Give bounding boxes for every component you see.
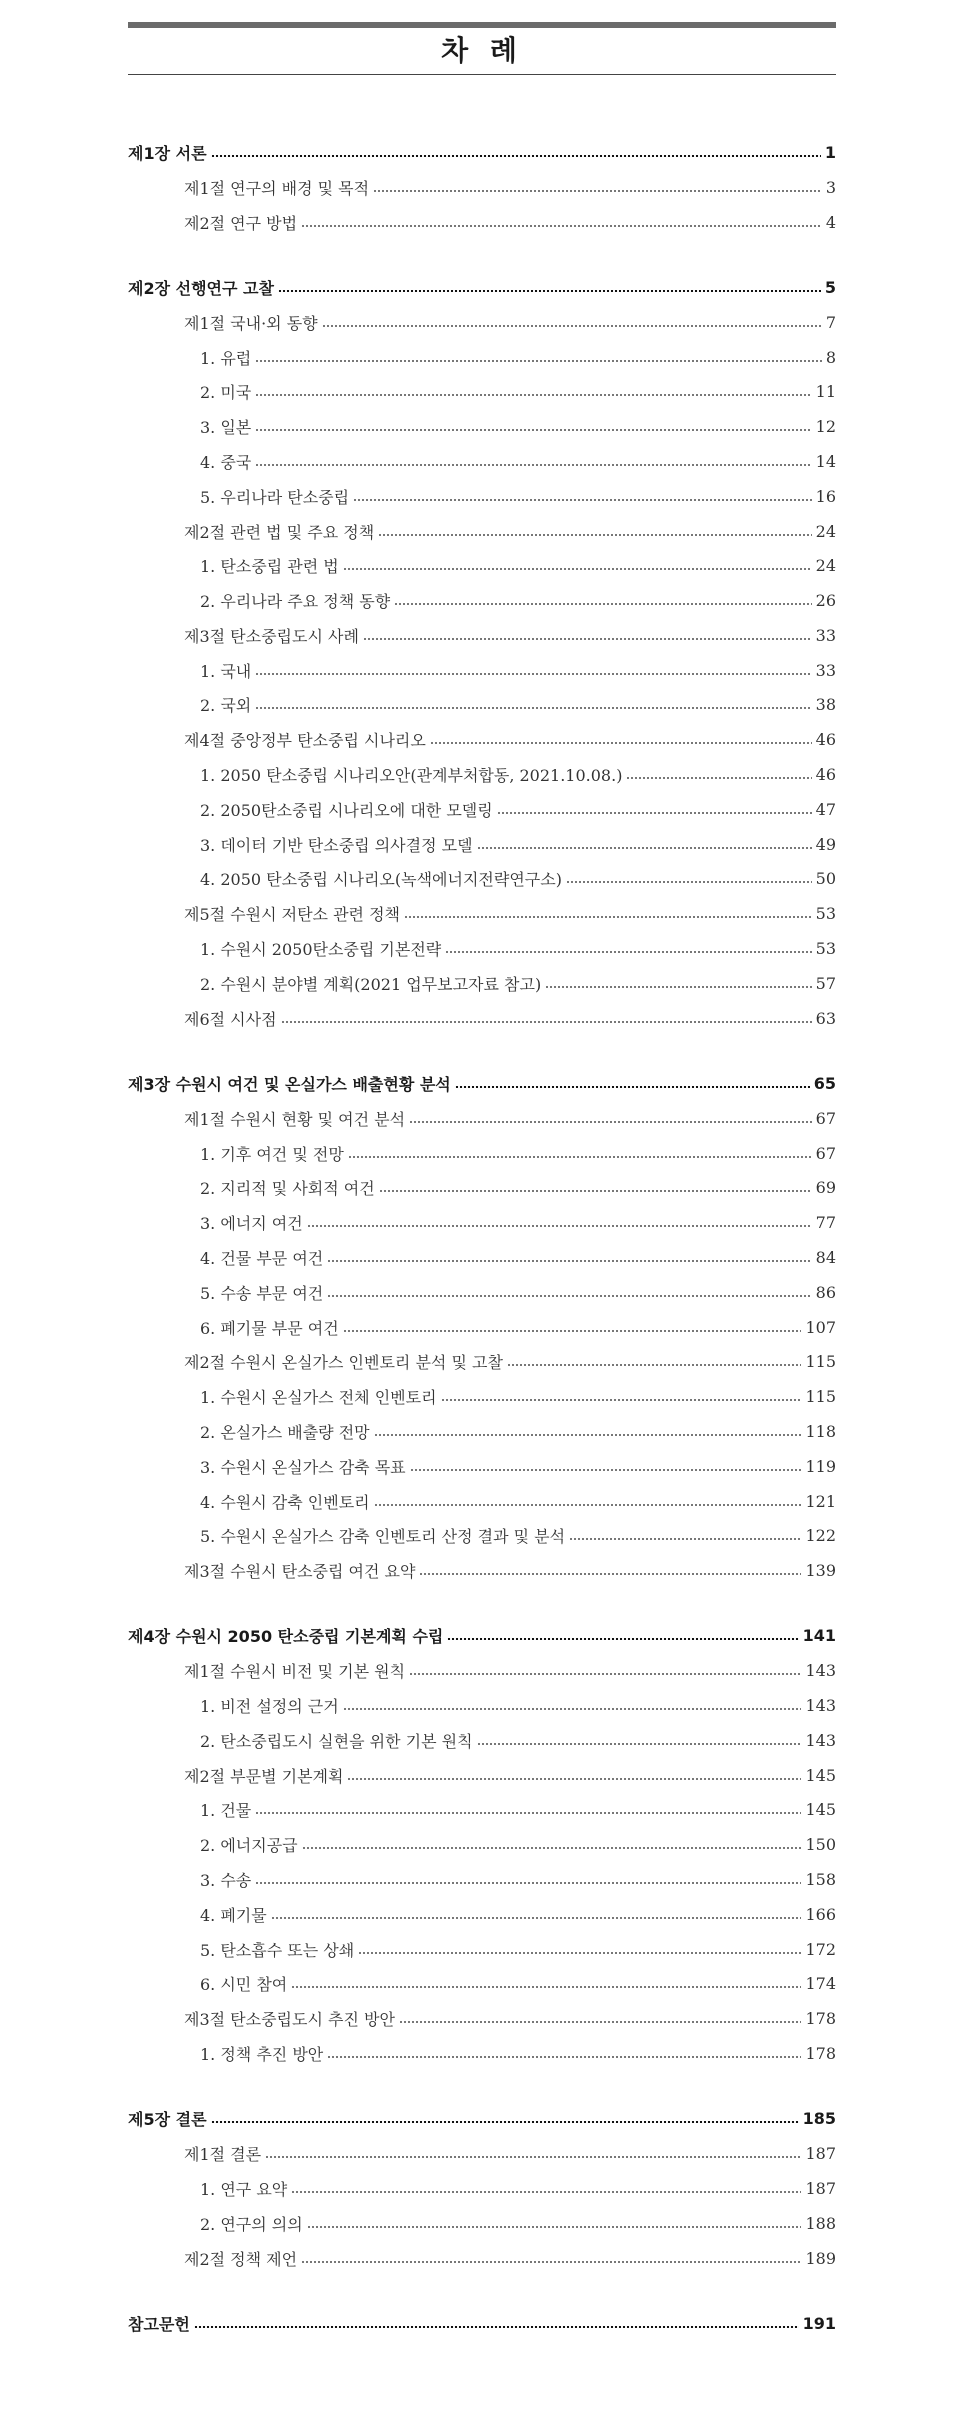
dot-leader	[374, 1434, 802, 1436]
toc-entry-page-number: 7	[825, 312, 836, 332]
toc-entry-page-number: 141	[802, 1625, 836, 1645]
toc-item-entry[interactable]	[128, 1520, 836, 1550]
toc-entry-page-number: 69	[815, 1177, 836, 1197]
toc-section-entry[interactable]	[128, 724, 836, 754]
toc-item-entry[interactable]	[128, 655, 836, 685]
toc-entry-label: 1. 수원시 온실가스 전체 인벤토리	[200, 1387, 437, 1407]
toc-section-entry[interactable]	[128, 1655, 836, 1685]
toc-entry-label: 제4절 중앙정부 탄소중립 시나리오	[184, 730, 426, 750]
toc-entry-page-number: 47	[815, 799, 836, 819]
toc-entry-label: 제2절 관련 법 및 주요 정책	[184, 522, 375, 542]
toc-section-entry[interactable]	[128, 516, 836, 546]
toc-entry-label: 5. 수송 부문 여건	[200, 1283, 324, 1303]
toc-entry-label: 1. 유럽	[200, 348, 252, 368]
toc-item-entry[interactable]	[128, 759, 836, 789]
toc-entry-label: 4. 중국	[200, 452, 252, 472]
toc-entry-label: 3. 수송	[200, 1870, 252, 1890]
toc-entry-label: 2. 미국	[200, 382, 252, 402]
toc-entry-page-number: 50	[815, 868, 836, 888]
toc-item-entry[interactable]	[128, 968, 836, 998]
toc-entry-page-number: 119	[805, 1456, 836, 1476]
dot-leader	[441, 1399, 802, 1401]
toc-entry-page-number: 33	[815, 660, 836, 680]
dot-leader	[302, 1847, 802, 1849]
toc-entry-page-number: 46	[815, 729, 836, 749]
dot-leader	[255, 707, 811, 709]
toc-chapter-entry[interactable]	[128, 272, 836, 302]
toc-section-entry[interactable]	[128, 2138, 836, 2168]
toc-entry-label: 1. 탄소중립 관련 법	[200, 556, 339, 576]
toc-entry-label: 제1장 서론	[128, 143, 207, 163]
toc-entry-page-number: 24	[815, 521, 836, 541]
dot-leader	[307, 2226, 802, 2228]
toc-entry-label: 2. 연구의 의의	[200, 2214, 303, 2234]
page-title: 차 례	[441, 34, 523, 67]
toc-chapter-entry[interactable]	[128, 2308, 836, 2338]
dot-leader	[347, 1778, 801, 1780]
dot-leader	[379, 1190, 812, 1192]
toc-entry-page-number: 122	[805, 1525, 836, 1545]
toc-entry-label: 3. 에너지 여건	[200, 1213, 303, 1233]
toc-entry-page-number: 174	[805, 1973, 836, 1993]
toc-entry-page-number: 53	[815, 938, 836, 958]
toc-entry-page-number: 187	[805, 2143, 836, 2163]
dot-leader	[363, 638, 812, 640]
toc-entry-page-number: 46	[815, 764, 836, 784]
toc-entry-label: 5. 탄소흡수 또는 상쇄	[200, 1940, 355, 1960]
toc-section-entry[interactable]	[128, 2243, 836, 2273]
toc-entry-page-number: 145	[805, 1765, 836, 1785]
toc-entry-label: 제3장 수원시 여건 및 온실가스 배출현황 분석	[128, 1074, 451, 1094]
toc-item-entry[interactable]	[128, 1138, 836, 1168]
toc-entry-label: 5. 우리나라 탄소중립	[200, 487, 350, 507]
toc-entry-label: 1. 기후 여건 및 전망	[200, 1144, 344, 1164]
toc-item-entry[interactable]	[128, 1416, 836, 1446]
toc-entry-page-number: 57	[815, 973, 836, 993]
toc-entry-page-number: 4	[825, 212, 836, 232]
toc-entry-page-number: 172	[805, 1939, 836, 1959]
toc-entry-label: 제1절 국내·외 동향	[184, 313, 318, 333]
dot-leader	[307, 1225, 812, 1227]
toc-item-entry[interactable]	[128, 863, 836, 893]
toc-item-entry[interactable]	[128, 1864, 836, 1894]
dot-leader	[566, 881, 812, 883]
dot-leader	[419, 1573, 801, 1575]
toc-item-entry[interactable]	[128, 1934, 836, 1964]
toc-entry-page-number: 26	[815, 590, 836, 610]
dot-leader	[409, 1121, 812, 1123]
dot-leader	[378, 534, 811, 536]
toc-entry-page-number: 86	[815, 1282, 836, 1302]
toc-entry-page-number: 178	[805, 2008, 836, 2028]
dot-leader	[301, 2261, 801, 2263]
toc-entry-page-number: 63	[815, 1008, 836, 1028]
toc-entry-label: 4. 폐기물	[200, 1905, 267, 1925]
toc-entry-page-number: 67	[815, 1143, 836, 1163]
toc-section-entry[interactable]	[128, 1003, 836, 1033]
toc-item-entry[interactable]	[128, 446, 836, 476]
toc-entry-page-number: 11	[815, 381, 836, 401]
toc-entry-label: 1. 비전 설정의 근거	[200, 1696, 339, 1716]
dot-leader	[281, 1021, 812, 1023]
dot-leader	[394, 603, 811, 605]
dot-leader	[430, 742, 812, 744]
dot-leader	[455, 1086, 810, 1088]
toc-entry-page-number: 16	[815, 486, 836, 506]
toc-entry-label: 1. 건물	[200, 1800, 252, 1820]
toc-chapter-entry[interactable]	[128, 137, 836, 167]
dot-leader	[343, 568, 812, 570]
toc-entry-label: 제1절 수원시 비전 및 기본 원칙	[184, 1661, 406, 1681]
dot-leader	[353, 499, 812, 501]
toc-entry-page-number: 191	[802, 2313, 836, 2333]
toc-entry-page-number: 185	[802, 2108, 836, 2128]
toc-section-entry[interactable]	[128, 1555, 836, 1585]
toc-entry-label: 6. 폐기물 부문 여건	[200, 1318, 339, 1338]
toc-item-entry[interactable]	[128, 2038, 836, 2068]
toc-entry-label: 제1절 연구의 배경 및 목적	[184, 178, 370, 198]
toc-entry-label: 제2절 연구 방법	[184, 213, 298, 233]
toc-entry-page-number: 49	[815, 834, 836, 854]
dot-leader	[327, 1295, 811, 1297]
dot-leader	[399, 2021, 802, 2023]
toc-entry-page-number: 24	[815, 555, 836, 575]
toc-entry-label: 제2절 정책 제언	[184, 2249, 298, 2269]
dot-leader	[255, 429, 811, 431]
toc-entry-page-number: 65	[813, 1073, 836, 1093]
dot-leader	[301, 225, 822, 227]
toc-entry-label: 제4장 수원시 2050 탄소중립 기본계획 수립	[128, 1626, 444, 1646]
toc-entry-label: 2. 수원시 분야별 계획(2021 업무보고자료 참고)	[200, 974, 542, 994]
toc-entry-page-number: 33	[815, 625, 836, 645]
dot-leader	[255, 360, 822, 362]
toc-entry-label: 참고문헌	[128, 2314, 190, 2334]
toc-entry-label: 1. 2050 탄소중립 시나리오안(관계부처합동, 2021.10.08.)	[200, 765, 623, 785]
toc-entry-page-number: 143	[805, 1730, 836, 1750]
toc-section-entry[interactable]	[128, 898, 836, 928]
toc-entry-page-number: 139	[805, 1560, 836, 1580]
dot-leader	[569, 1538, 801, 1540]
toc-entry-label: 3. 데이터 기반 탄소중립 의사결정 모델	[200, 835, 473, 855]
toc-item-entry[interactable]	[128, 794, 836, 824]
toc-entry-page-number: 5	[824, 277, 836, 297]
dot-leader	[255, 464, 811, 466]
dot-leader	[322, 325, 822, 327]
dot-leader	[291, 1986, 801, 1988]
dot-leader	[255, 1812, 801, 1814]
dot-leader	[497, 812, 812, 814]
dot-leader	[545, 986, 811, 988]
toc-entry-page-number: 67	[815, 1108, 836, 1128]
toc-section-entry[interactable]	[128, 172, 836, 202]
toc-entry-page-number: 77	[815, 1212, 836, 1232]
toc-entry-page-number: 189	[805, 2248, 836, 2268]
toc-entry-label: 제6절 시사점	[184, 1009, 277, 1029]
toc-section-entry[interactable]	[128, 620, 836, 650]
toc-item-entry[interactable]	[128, 689, 836, 719]
toc-section-entry[interactable]	[128, 1103, 836, 1133]
toc-section-entry[interactable]	[128, 207, 836, 237]
toc-entry-label: 제2절 수원시 온실가스 인벤토리 분석 및 고찰	[184, 1352, 503, 1372]
toc-section-entry[interactable]	[128, 1760, 836, 1790]
dot-leader	[255, 673, 811, 675]
dot-leader	[445, 951, 811, 953]
dot-leader	[194, 2326, 799, 2328]
toc-entry-page-number: 14	[815, 451, 836, 471]
dot-leader	[477, 847, 812, 849]
toc-section-entry[interactable]	[128, 1346, 836, 1376]
toc-entry-label: 제5절 수원시 저탄소 관련 정책	[184, 904, 400, 924]
toc-chapter-entry[interactable]	[128, 1068, 836, 1098]
dot-leader	[348, 1156, 812, 1158]
toc-item-entry[interactable]	[128, 1451, 836, 1481]
dot-leader	[211, 2121, 799, 2123]
toc-item-entry[interactable]	[128, 1690, 836, 1720]
toc-item-entry[interactable]	[128, 585, 836, 615]
title-underline	[128, 74, 836, 75]
toc-item-entry[interactable]	[128, 1312, 836, 1342]
toc-entry-page-number: 121	[805, 1491, 836, 1511]
dot-leader	[404, 916, 812, 918]
toc-entry-page-number: 178	[805, 2043, 836, 2063]
toc-entry-label: 2. 에너지공급	[200, 1835, 298, 1855]
toc-entry-label: 2. 우리나라 주요 정책 동향	[200, 591, 391, 611]
toc-item-entry[interactable]	[128, 411, 836, 441]
dot-leader	[343, 1330, 802, 1332]
dot-leader	[255, 394, 811, 396]
dot-leader	[626, 777, 811, 779]
toc-entry-label: 1. 국내	[200, 661, 252, 681]
toc-entry-page-number: 107	[805, 1317, 836, 1337]
toc-entry-page-number: 12	[815, 416, 836, 436]
toc-entry-label: 제1절 결론	[184, 2144, 262, 2164]
toc-entry-page-number: 143	[805, 1660, 836, 1680]
toc-item-entry[interactable]	[128, 1968, 836, 1998]
dot-leader	[410, 1469, 802, 1471]
toc-entry-label: 2. 2050탄소중립 시나리오에 대한 모델링	[200, 800, 493, 820]
toc-entry-label: 6. 시민 참여	[200, 1974, 288, 1994]
toc-entry-label: 4. 수원시 감축 인벤토리	[200, 1492, 370, 1512]
toc-entry-label: 2. 온실가스 배출량 전망	[200, 1422, 370, 1442]
toc-item-entry[interactable]	[128, 1829, 836, 1859]
toc-entry-page-number: 150	[805, 1834, 836, 1854]
dot-leader	[373, 190, 822, 192]
toc-item-entry[interactable]	[128, 1486, 836, 1516]
toc-item-entry[interactable]	[128, 1172, 836, 1202]
toc-entry-label: 3. 일본	[200, 417, 252, 437]
toc-item-entry[interactable]	[128, 829, 836, 859]
dot-leader	[211, 155, 821, 157]
toc-chapter-entry[interactable]	[128, 2103, 836, 2133]
toc-item-entry[interactable]	[128, 1899, 836, 1929]
toc-item-entry[interactable]	[128, 1207, 836, 1237]
dot-leader	[271, 1917, 802, 1919]
toc-entry-page-number: 115	[805, 1386, 836, 1406]
toc-entry-label: 1. 수원시 2050탄소중립 기본전략	[200, 939, 442, 959]
dot-leader	[343, 1708, 802, 1710]
dot-leader	[265, 2156, 801, 2158]
toc-entry-label: 제2절 부문별 기본계획	[184, 1766, 344, 1786]
toc-item-entry[interactable]	[128, 342, 836, 372]
toc-item-entry[interactable]	[128, 376, 836, 406]
top-rule	[128, 22, 836, 28]
toc-entry-page-number: 38	[815, 694, 836, 714]
toc-entry-page-number: 143	[805, 1695, 836, 1715]
dot-leader	[447, 1638, 798, 1640]
toc-entry-page-number: 166	[805, 1904, 836, 1924]
toc-entry-label: 제1절 수원시 현황 및 여건 분석	[184, 1109, 406, 1129]
toc-entry-page-number: 8	[825, 347, 836, 367]
toc-entry-label: 1. 연구 요약	[200, 2179, 288, 2199]
toc-item-entry[interactable]	[128, 2208, 836, 2238]
dot-leader	[374, 1504, 802, 1506]
toc-entry-label: 제2장 선행연구 고찰	[128, 278, 274, 298]
dot-leader	[278, 290, 821, 292]
toc-item-entry[interactable]	[128, 550, 836, 580]
toc-entry-label: 5. 수원시 온실가스 감축 인벤토리 산정 결과 및 분석	[200, 1526, 566, 1546]
dot-leader	[327, 2056, 801, 2058]
dot-leader	[291, 2191, 801, 2193]
toc-section-entry[interactable]	[128, 2003, 836, 2033]
toc-entry-page-number: 84	[815, 1247, 836, 1267]
dot-leader	[358, 1952, 801, 1954]
toc-entry-label: 제3절 탄소중립도시 사례	[184, 626, 359, 646]
toc-entry-label: 제5장 결론	[128, 2109, 207, 2129]
toc-entry-page-number: 115	[805, 1351, 836, 1371]
toc-item-entry[interactable]	[128, 1277, 836, 1307]
toc-item-entry[interactable]	[128, 1242, 836, 1272]
toc-entry-label: 3. 수원시 온실가스 감축 목표	[200, 1457, 406, 1477]
toc-entry-label: 2. 지리적 및 사회적 여건	[200, 1178, 375, 1198]
toc-entry-page-number: 188	[805, 2213, 836, 2233]
toc-chapter-entry[interactable]	[128, 1620, 836, 1650]
toc-item-entry[interactable]	[128, 933, 836, 963]
toc-item-entry[interactable]	[128, 1794, 836, 1824]
dot-leader	[327, 1260, 811, 1262]
toc-entry-page-number: 1	[824, 142, 836, 162]
toc-entry-label: 4. 건물 부문 여건	[200, 1248, 324, 1268]
toc-entry-label: 제3절 수원시 탄소중립 여건 요약	[184, 1561, 416, 1581]
toc-section-entry[interactable]	[128, 307, 836, 337]
dot-leader	[409, 1673, 801, 1675]
toc-entry-page-number: 187	[805, 2178, 836, 2198]
toc-entry-label: 제3절 탄소중립도시 추진 방안	[184, 2009, 395, 2029]
toc-entry-label: 2. 탄소중립도시 실현을 위한 기본 원칙	[200, 1731, 473, 1751]
dot-leader	[255, 1882, 801, 1884]
toc-entry-label: 2. 국외	[200, 695, 252, 715]
dot-leader	[507, 1364, 802, 1366]
toc-entry-page-number: 53	[815, 903, 836, 923]
toc-item-entry[interactable]	[128, 1381, 836, 1411]
toc-entry-page-number: 118	[805, 1421, 836, 1441]
toc-entry-label: 1. 정책 추진 방안	[200, 2044, 324, 2064]
toc-entry-page-number: 158	[805, 1869, 836, 1889]
dot-leader	[477, 1743, 802, 1745]
toc-item-entry[interactable]	[128, 481, 836, 511]
toc-item-entry[interactable]	[128, 1725, 836, 1755]
toc-entry-label: 4. 2050 탄소중립 시나리오(녹색에너지전략연구소)	[200, 869, 562, 889]
toc-entry-page-number: 3	[825, 177, 836, 197]
toc-entry-page-number: 145	[805, 1799, 836, 1819]
toc-item-entry[interactable]	[128, 2173, 836, 2203]
